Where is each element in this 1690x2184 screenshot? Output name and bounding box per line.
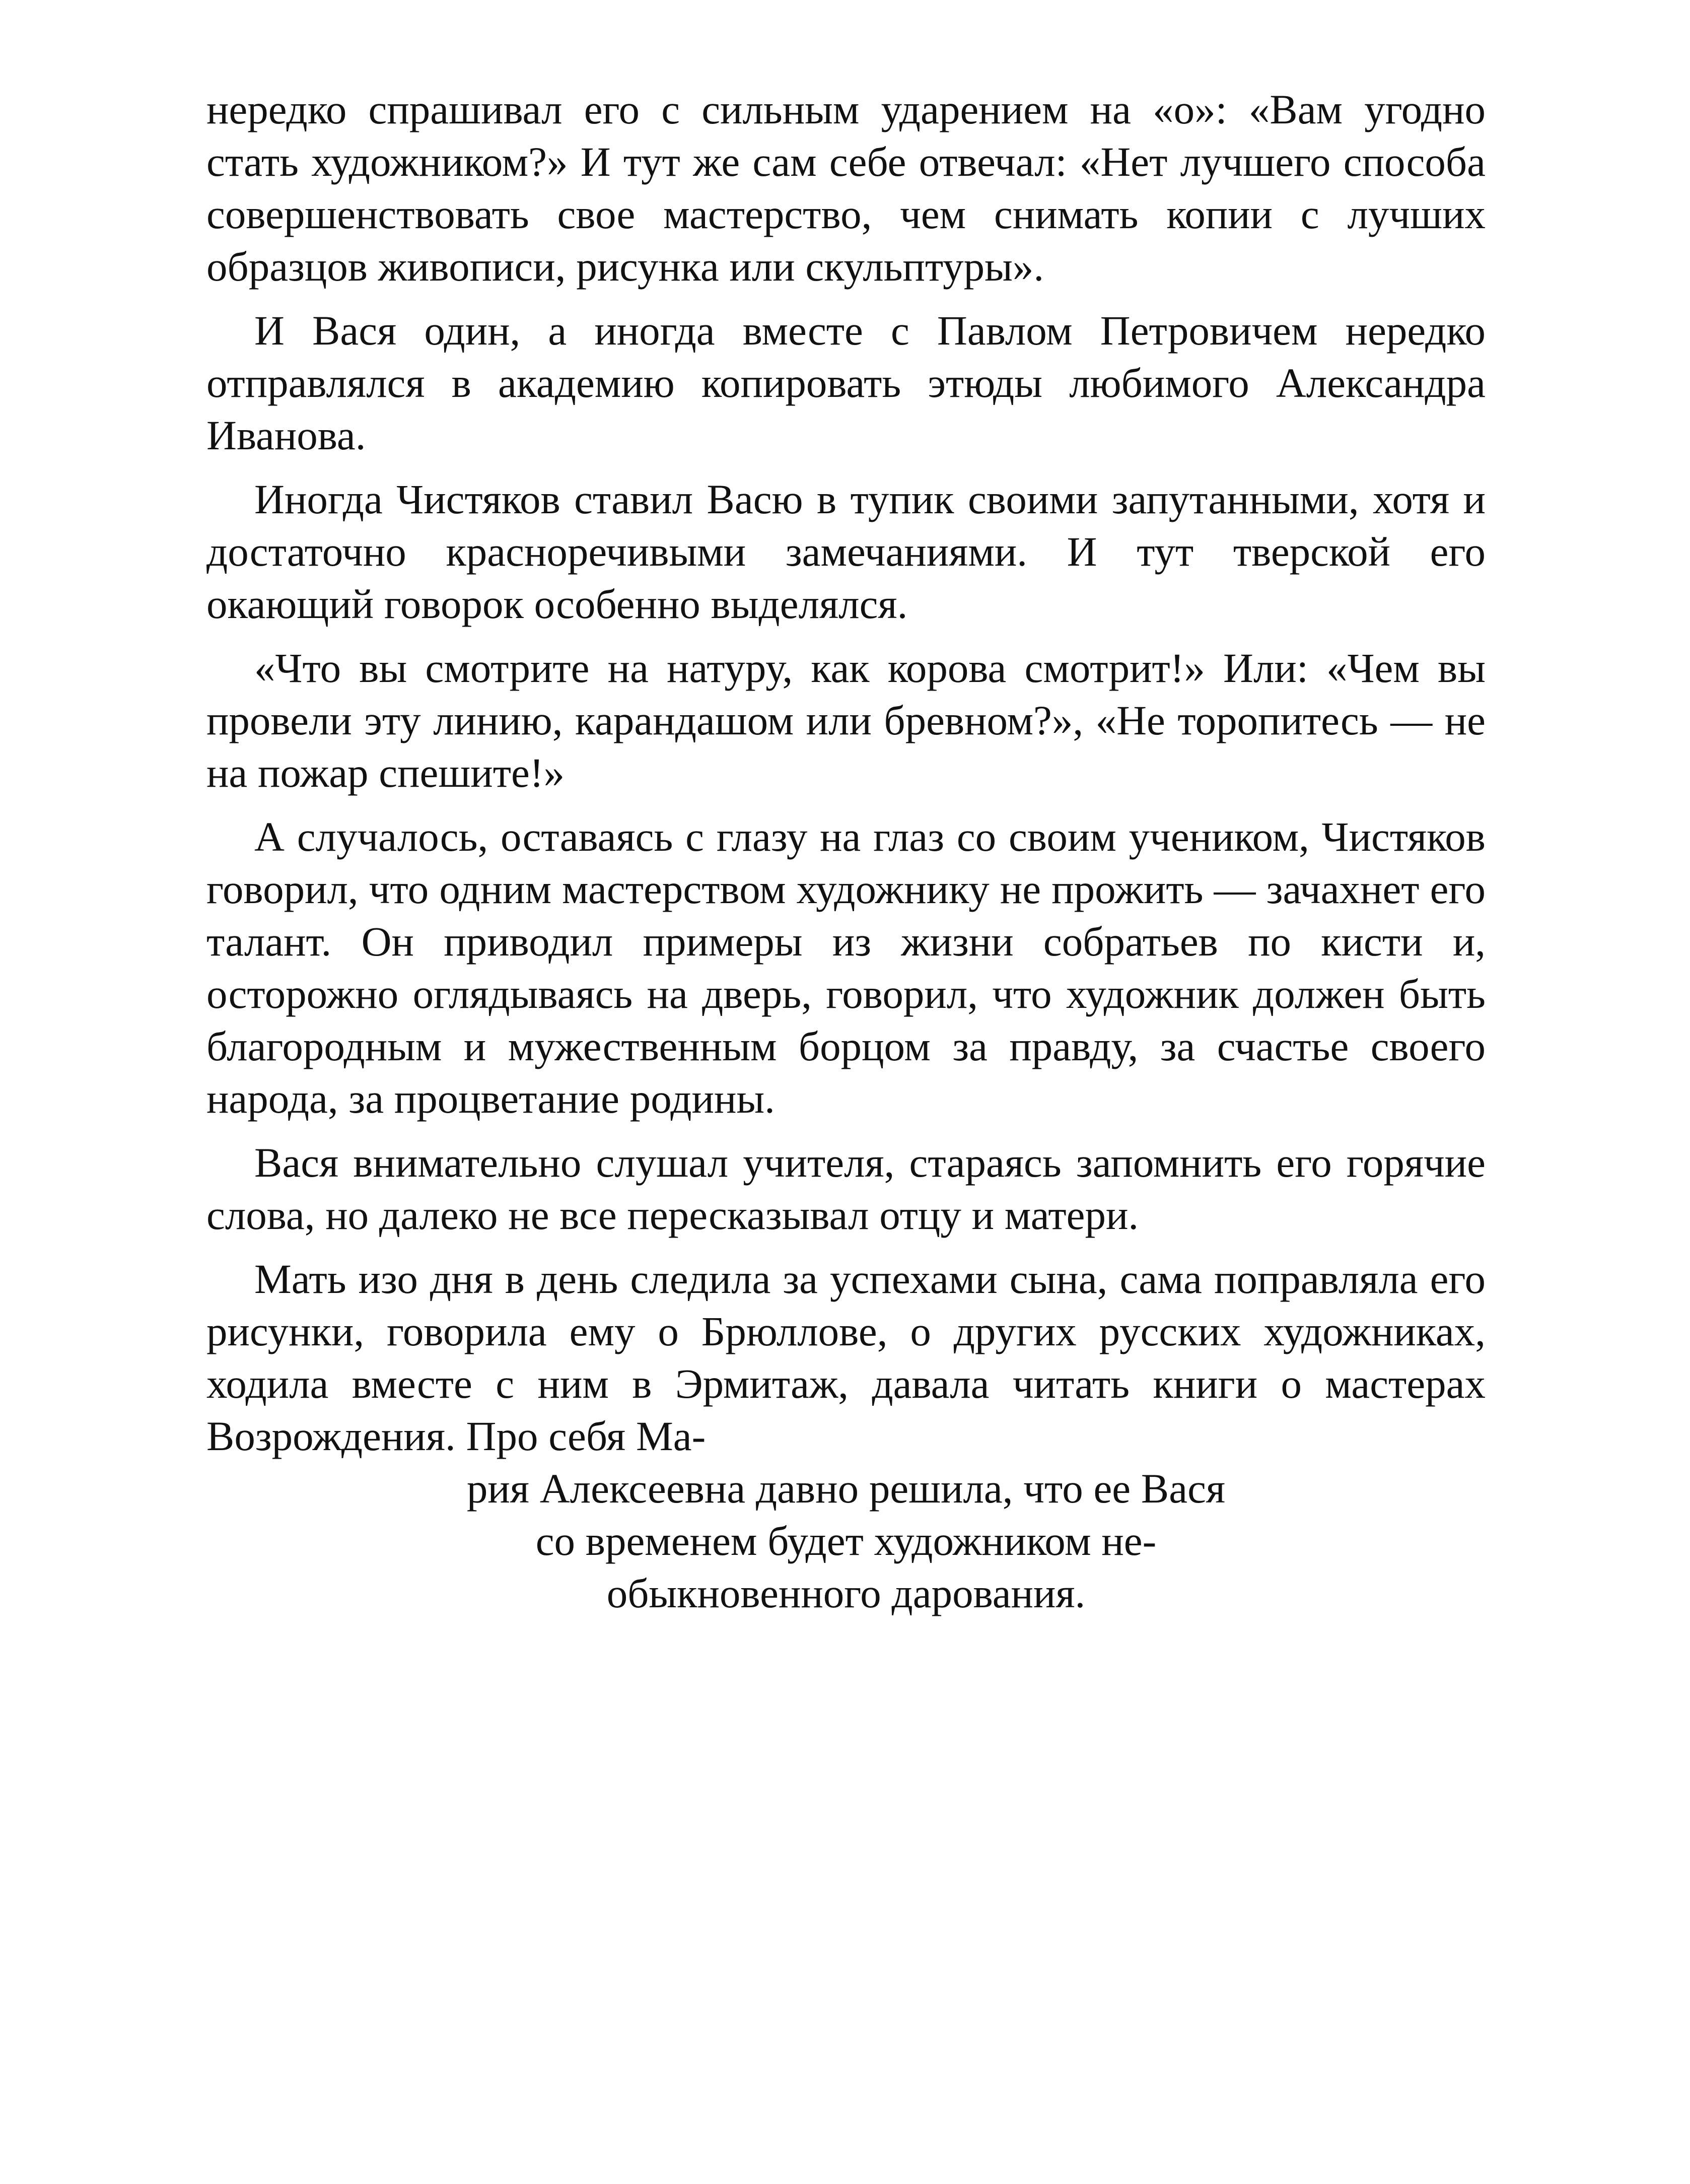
closing-text — [206, 1462, 1486, 1619]
paragraph: И Вася один, а иногда вместе с Павлом Петровичем нередко отправлялся в академию копировать этюды любимого Александра Иванова. — [206, 307, 1486, 458]
paragraph: Вася внимательно слушал учителя, стараясь запомнить его горячие слова, но далеко не все пересказывал отцу и матери. — [206, 1139, 1486, 1238]
body-text — [206, 83, 1486, 1619]
closing-line: со временем будет художником не- — [535, 1518, 1157, 1564]
closing-line: рия Алексеевна давно решила, что ее Вася — [466, 1465, 1226, 1512]
paragraph: «Что вы смотрите на натуру, как корова смотрит!» Или: «Чем вы провели эту линию, карандашом или бревном?», «Не торопитесь — не на пожар спешите!» — [206, 645, 1486, 796]
paragraph: Иногда Чистяков ставил Васю в тупик своими запутанными, хотя и достаточно красноречивыми замечаниями. И тут тверской его окающий говорок особенно выделялся. — [206, 476, 1486, 627]
closing-line: обыкновенного дарования. — [606, 1570, 1086, 1616]
paragraph: нередко спрашивал его с сильным ударением на «о»: «Вам угодно стать художником?» И тут же сам себе отвечал: «Нет лучшего способа совершенствовать свое мастерство, чем снимать копии с лучших образцов живописи, рисунка или скульптуры». — [206, 86, 1486, 290]
paragraph: А случалось, оставаясь с глазу на глаз со своим учеником, Чистяков говорил, что одним мастерством художнику не прожить — зачахнет его талант. Он приводил примеры из жизни собратьев по кисти и, осторожно оглядываясь на дверь, говорил, что художник должен быть благородным и мужественным борцом за правду, за счастье своего народа, за процветание родины. — [206, 813, 1486, 1122]
paragraph: Мать изо дня в день следила за успехами сына, сама поправляла его рисунки, говорила ему о Брюллове, о других русских художниках, ходила вместе с ним в Эрмитаж, давала читать книги о мастерах Возрождения. Про себя Ма- — [206, 1256, 1486, 1459]
